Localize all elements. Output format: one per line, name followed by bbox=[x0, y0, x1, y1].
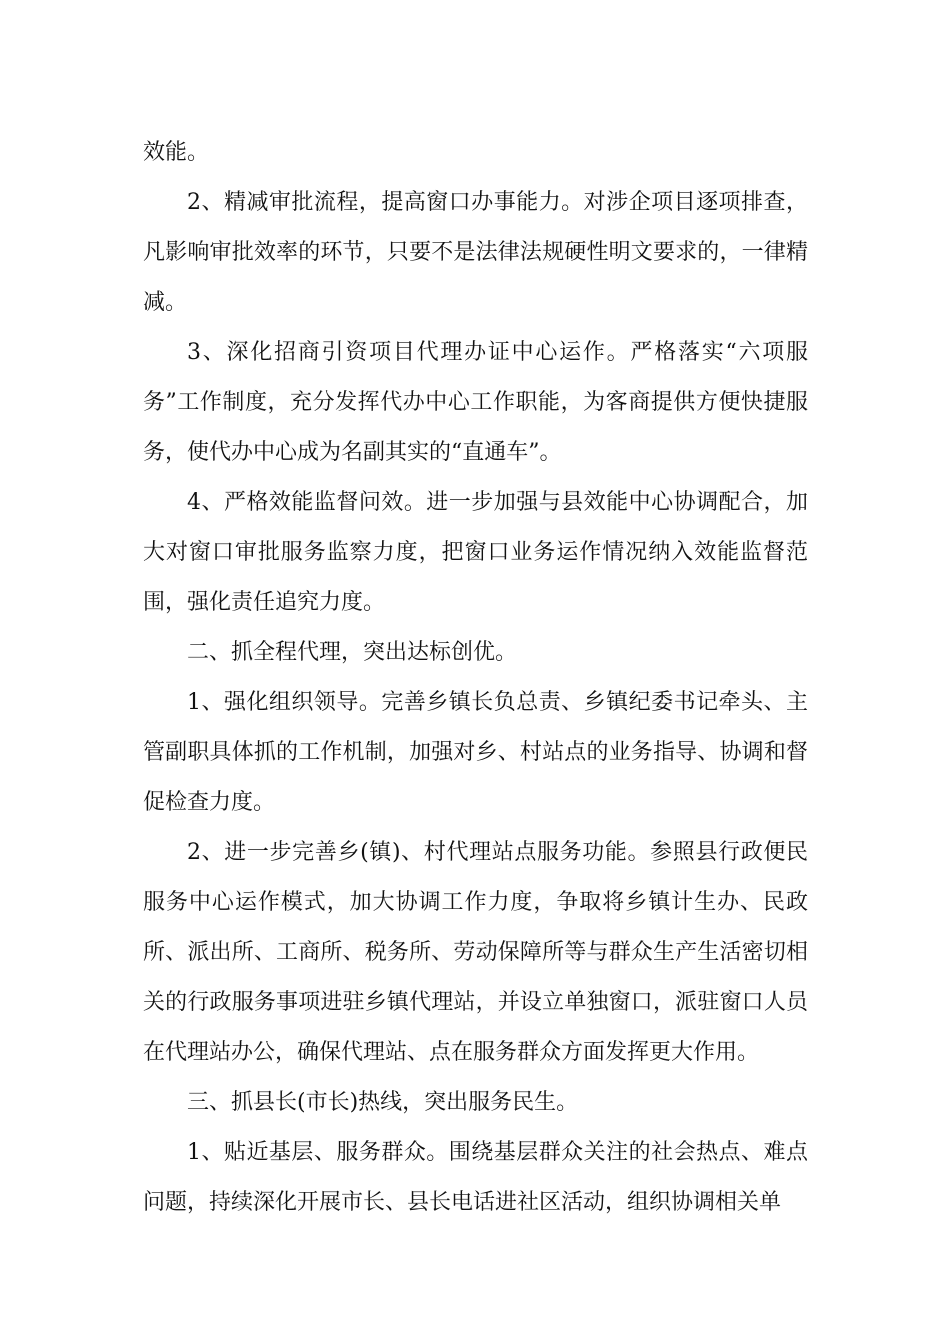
paragraph: 2、精减审批流程，提高窗口办事能力。对涉企项目逐项排查，凡影响审批效率的环节，只要不是法律法规硬性明文要求的，一律精减。 bbox=[143, 190, 808, 315]
paragraph: 效能。 bbox=[143, 140, 210, 165]
paragraph: 3、深化招商引资项目代理办证中心运作。严格落实“六项服务”工作制度，充分发挥代办中心工作职能，为客商提供方便快捷服务，使代办中心成为名副其实的“直通车”。 bbox=[143, 340, 808, 465]
document-body bbox=[143, 128, 808, 1228]
section-heading: 三、抓县长(市长)热线，突出服务民生。 bbox=[187, 1090, 579, 1115]
section-heading: 二、抓全程代理，突出达标创优。 bbox=[187, 640, 518, 665]
paragraph: 1、强化组织领导。完善乡镇长负总责、乡镇纪委书记牵头、主管副职具体抓的工作机制，加强对乡、村站点的业务指导、协调和督促检查力度。 bbox=[143, 690, 808, 815]
paragraph: 2、进一步完善乡(镇)、村代理站点服务功能。参照县行政便民服务中心运作模式，加大协调工作力度，争取将乡镇计生办、民政所、派出所、工商所、税务所、劳动保障所等与群众生产生活密切相关的行政服务事项进驻乡镇代理站，并设立单独窗口，派驻窗口人员在代理站办公，确保代理站、点在服务群众方面发挥更大作用。 bbox=[143, 840, 808, 1065]
paragraph: 1、贴近基层、服务群众。围绕基层群众关注的社会热点、难点问题，持续深化开展市长、县长电话进社区活动，组织协调相关单 bbox=[143, 1140, 808, 1215]
paragraph: 4、严格效能监督问效。进一步加强与县效能中心协调配合，加大对窗口审批服务监察力度，把窗口业务运作情况纳入效能监督范围，强化责任追究力度。 bbox=[143, 490, 808, 615]
